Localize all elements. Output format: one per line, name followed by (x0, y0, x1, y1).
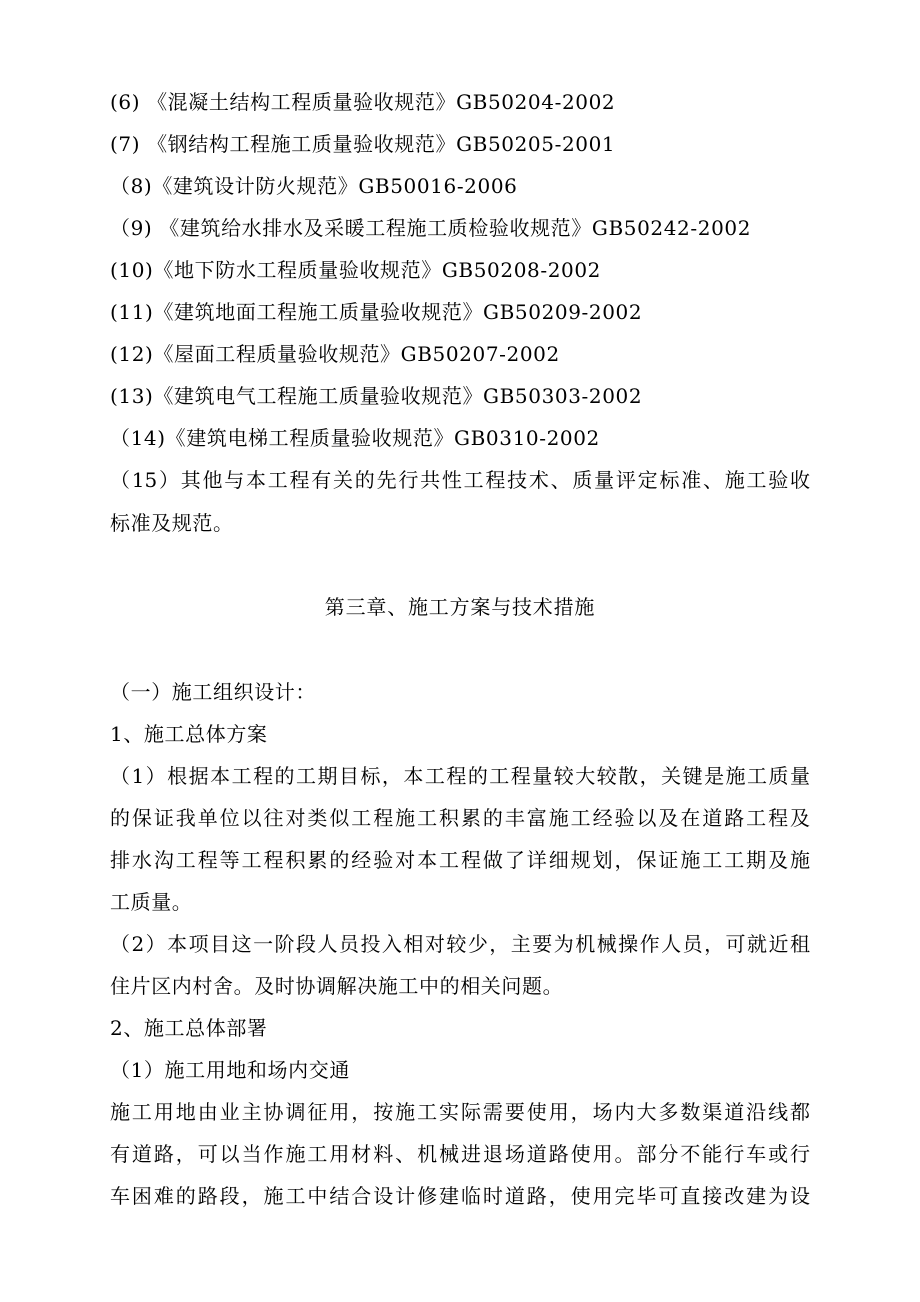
reference-item-8: （8)《建筑设计防火规范》GB50016-2006 (110, 174, 518, 198)
heading-overall-plan: 1、施工总体方案 (110, 722, 268, 746)
reference-item-14: （14)《建筑电梯工程质量验收规范》GB0310-2002 (110, 426, 600, 450)
reference-item-6: (6) 《混凝土结构工程质量验收规范》GB50204-2002 (110, 90, 616, 114)
paragraph-1-line3: 排水沟工程等工程积累的经验对本工程做了详细规划，保证施工工期及施 (110, 848, 810, 872)
paragraph-1-line4: 工质量。 (110, 890, 193, 914)
paragraph-3-line1: 施工用地由业主协调征用，按施工实际需要使用，场内大多数渠道沿线都 (110, 1100, 810, 1124)
paragraph-2-line1: （2）本项目这一阶段人员投入相对较少，主要为机械操作人员，可就近租 (110, 932, 810, 956)
chapter-title: 第三章、施工方案与技术措施 (324, 595, 596, 619)
reference-item-10: (10)《地下防水工程质量验收规范》GB50208-2002 (110, 258, 602, 282)
reference-item-13: (13)《建筑电气工程施工质量验收规范》GB50303-2002 (110, 384, 643, 408)
reference-item-15-line2: 标准及规范。 (110, 511, 234, 535)
paragraph-3-line2: 有道路，可以当作施工用材料、机械进退场道路使用。部分不能行车或行 (110, 1142, 810, 1166)
paragraph-1-line2: 的保证我单位以往对类似工程施工积累的丰富施工经验以及在道路工程及 (110, 806, 810, 830)
reference-item-7: (7) 《钢结构工程施工质量验收规范》GB50205-2001 (110, 132, 616, 156)
heading-overall-deployment: 2、施工总体部署 (110, 1016, 268, 1040)
section-org-design: （一）施工组织设计： (110, 680, 316, 704)
reference-item-11: (11)《建筑地面工程施工质量验收规范》GB50209-2002 (110, 300, 643, 324)
paragraph-2-line2: 住片区内村舍。及时协调解决施工中的相关问题。 (110, 974, 564, 998)
reference-item-12: (12)《屋面工程质量验收规范》GB50207-2002 (110, 342, 560, 366)
paragraph-3-line3: 车困难的路段，施工中结合设计修建临时道路，使用完毕可直接改建为设 (110, 1184, 810, 1208)
reference-item-9: （9) 《建筑给水排水及采暖工程施工质检验收规范》GB50242-2002 (110, 216, 752, 240)
subheading-site-traffic: （1）施工用地和场内交通 (110, 1058, 350, 1082)
paragraph-1-line1: （1）根据本工程的工期目标，本工程的工程量较大较散，关键是施工质量 (110, 764, 810, 788)
reference-item-15-line1: （15）其他与本工程有关的先行共性工程技术、质量评定标准、施工验收 (110, 468, 810, 492)
